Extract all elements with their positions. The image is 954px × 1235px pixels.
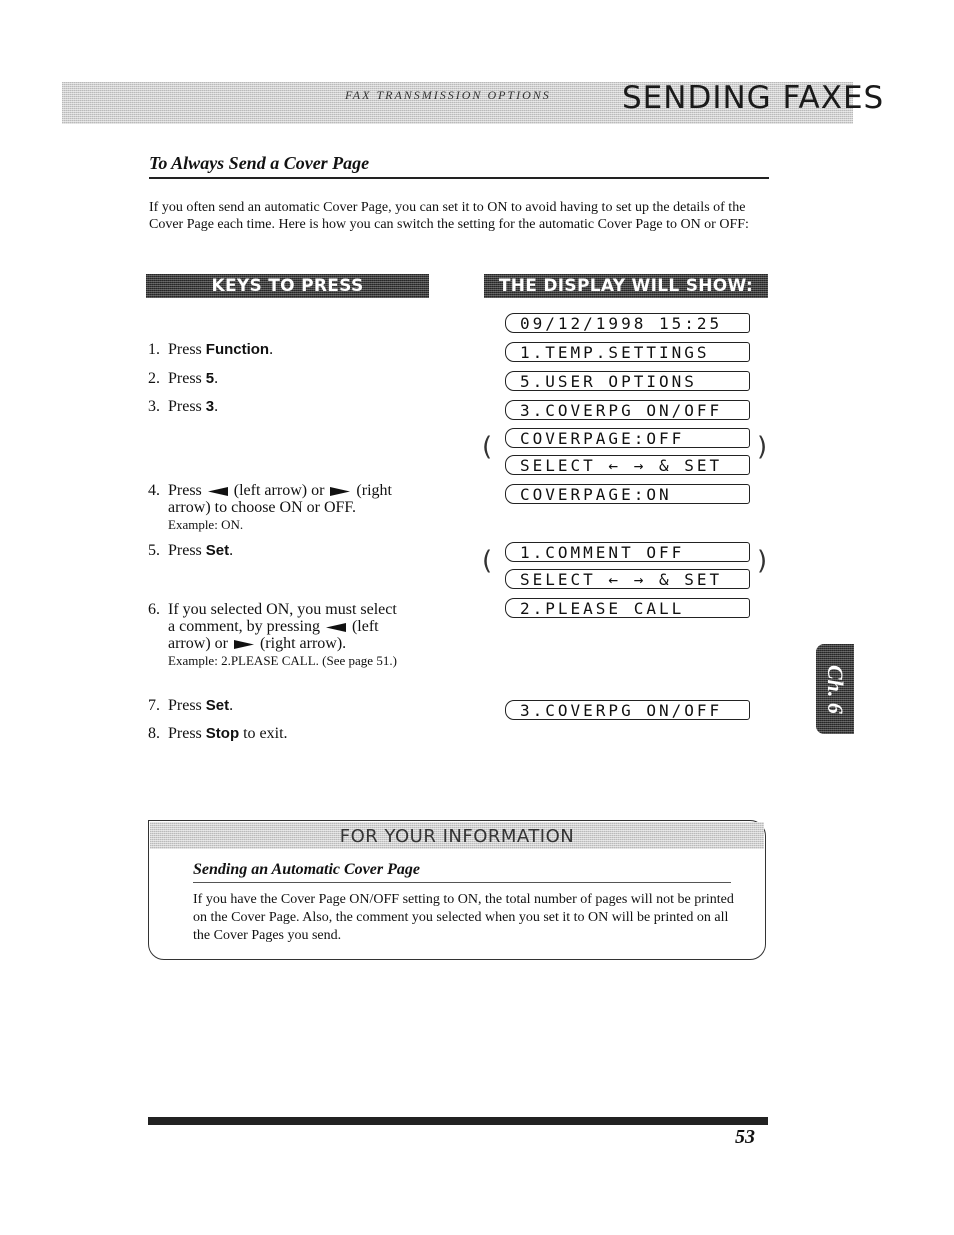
lcd-user-options: 5.USER OPTIONS xyxy=(505,371,750,391)
step-1: 1. Press Function. xyxy=(148,341,274,358)
lcd-date-time: 09/12/1998 15:25 xyxy=(505,313,750,333)
display-will-show-heading: THE DISPLAY WILL SHOW: xyxy=(484,274,768,298)
key-5: 5 xyxy=(205,370,215,387)
lcd-coverpage-on: COVERPAGE:ON xyxy=(505,484,750,504)
function-key: Function xyxy=(205,341,270,358)
info-body: If you have the Cover Page ON/OFF setting to ON, the total number of pages will not be printed on the Cover Page. Also, the comment you selected when you set it to ON will be printed on all the Cover Pages you send. xyxy=(193,892,734,943)
alternating-display-left-icon: ( xyxy=(482,546,493,576)
chapter-tab-label: Ch. 6 xyxy=(823,664,848,714)
lcd-please-call: 2.PLEASE CALL xyxy=(505,598,750,618)
lcd-select-set: SELECT ← → & SET xyxy=(505,455,750,475)
step-6-example: Example: 2.PLEASE CALL. (See page 51.) xyxy=(168,653,397,668)
step-6: 6. If you selected ON, you must select a comment, by pressing (left arrow) or (right arrow). Example: 2.PLEASE CALL. (See page 51.) xyxy=(148,601,438,669)
step-5: 5. Press Set. xyxy=(148,542,234,559)
step-2: 2. Press 5. xyxy=(148,370,219,387)
lcd-coverpg-onoff-final: 3.COVERPG ON/OFF xyxy=(505,700,750,720)
section-title: To Always Send a Cover Page xyxy=(149,153,370,173)
info-heading: FOR YOUR INFORMATION xyxy=(339,826,575,847)
info-divider xyxy=(193,882,731,883)
right-arrow-key-icon xyxy=(234,640,254,649)
step-7: 7. Press Set. xyxy=(148,697,234,714)
step-3: 3. Press 3. xyxy=(148,398,219,415)
lcd-select-set-2: SELECT ← → & SET xyxy=(505,569,750,589)
page-number: 53 xyxy=(735,1126,755,1148)
set-key: Set xyxy=(205,542,230,559)
header-subtitle: FAX TRANSMISSION OPTIONS xyxy=(345,88,551,102)
lcd-coverpage-off: COVERPAGE:OFF xyxy=(505,428,750,448)
stop-key: Stop xyxy=(205,725,240,742)
step-8: 8. Press Stop to exit. xyxy=(148,725,288,742)
set-key: Set xyxy=(205,697,230,714)
lcd-coverpg-onoff: 3.COVERPG ON/OFF xyxy=(505,400,750,420)
alternating-display-right-icon: ) xyxy=(757,432,768,462)
header-title: SENDING FAXES xyxy=(622,80,885,116)
alternating-display-left-icon: ( xyxy=(482,432,493,462)
key-3: 3 xyxy=(205,398,215,415)
step-4: 4. Press (left arrow) or (right arrow) to choose ON or OFF. Example: ON. xyxy=(148,482,438,533)
intro-paragraph: If you often send an automatic Cover Page, you can set it to ON to avoid having to set up the details of the Cover Page each time. Here is how you can switch the setting for the automatic Cover Page to ON or OFF: xyxy=(149,200,749,232)
alternating-display-right-icon: ) xyxy=(757,546,768,576)
section-divider xyxy=(149,177,769,179)
left-arrow-key-icon xyxy=(326,623,346,632)
keys-to-press-heading: KEYS TO PRESS xyxy=(146,274,429,298)
lcd-temp-settings: 1.TEMP.SETTINGS xyxy=(505,342,750,362)
left-arrow-key-icon xyxy=(208,487,228,496)
info-title: Sending an Automatic Cover Page xyxy=(193,861,420,878)
right-arrow-key-icon xyxy=(330,487,350,496)
footer-bar xyxy=(148,1117,768,1125)
step-4-example: Example: ON. xyxy=(168,517,244,532)
lcd-comment-off: 1.COMMENT OFF xyxy=(505,542,750,562)
